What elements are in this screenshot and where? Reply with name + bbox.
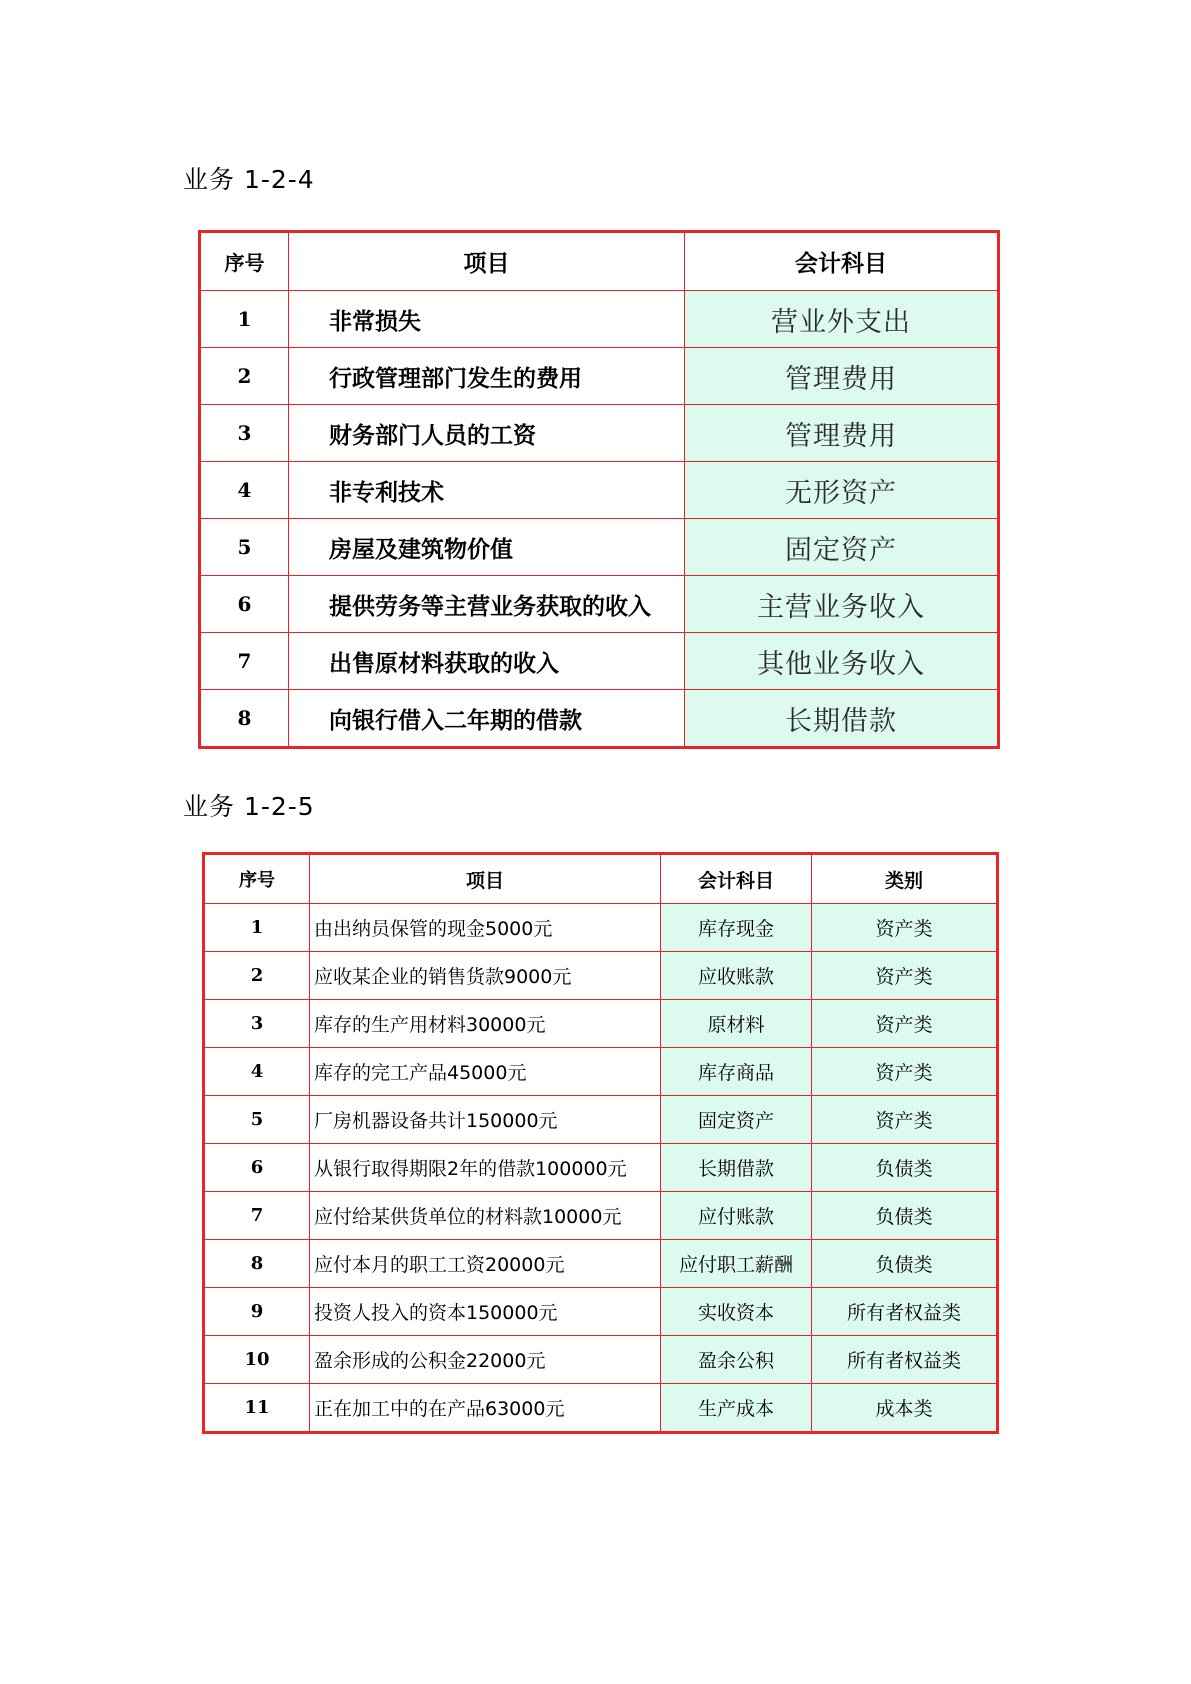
row-item: 厂房机器设备共计150000元 (310, 1096, 661, 1144)
table-row (204, 1048, 998, 1096)
table-row (204, 904, 998, 952)
table-row (204, 1240, 998, 1288)
row-no: 6 (200, 576, 289, 633)
row-category: 成本类 (812, 1384, 998, 1433)
row-subject: 营业外支出 (685, 291, 999, 348)
row-item: 向银行借入二年期的借款 (289, 690, 685, 748)
header-subject: 会计科目 (661, 854, 812, 904)
table-row (200, 348, 999, 405)
row-item: 库存的完工产品45000元 (310, 1048, 661, 1096)
row-category: 所有者权益类 (812, 1336, 998, 1384)
row-category: 负债类 (812, 1144, 998, 1192)
row-no: 4 (200, 462, 289, 519)
table-row (204, 1336, 998, 1384)
row-item: 出售原材料获取的收入 (289, 633, 685, 690)
row-subject: 生产成本 (661, 1384, 812, 1433)
row-category: 负债类 (812, 1192, 998, 1240)
table-header-row (204, 854, 998, 904)
table-row (204, 1384, 998, 1433)
row-item: 应付给某供货单位的材料款10000元 (310, 1192, 661, 1240)
row-subject: 库存商品 (661, 1048, 812, 1096)
section-heading-1-2-4: 业务 1-2-4 (183, 165, 315, 194)
row-subject: 主营业务收入 (685, 576, 999, 633)
row-no: 2 (200, 348, 289, 405)
row-no: 11 (204, 1384, 310, 1433)
row-no: 6 (204, 1144, 310, 1192)
row-subject: 盈余公积 (661, 1336, 812, 1384)
row-item: 从银行取得期限2年的借款100000元 (310, 1144, 661, 1192)
row-no: 5 (204, 1096, 310, 1144)
row-item: 财务部门人员的工资 (289, 405, 685, 462)
row-subject: 无形资产 (685, 462, 999, 519)
row-category: 所有者权益类 (812, 1288, 998, 1336)
row-no: 10 (204, 1336, 310, 1384)
row-item: 应付本月的职工工资20000元 (310, 1240, 661, 1288)
row-item: 投资人投入的资本150000元 (310, 1288, 661, 1336)
table-row (200, 633, 999, 690)
row-item: 行政管理部门发生的费用 (289, 348, 685, 405)
row-no: 9 (204, 1288, 310, 1336)
table-row (204, 952, 998, 1000)
row-subject: 长期借款 (685, 690, 999, 748)
row-item: 提供劳务等主营业务获取的收入 (289, 576, 685, 633)
row-no: 7 (204, 1192, 310, 1240)
account-table-1-2-4 (198, 230, 1000, 749)
section-heading-1-2-5: 业务 1-2-5 (183, 792, 315, 821)
row-category: 资产类 (812, 1000, 998, 1048)
header-item: 项目 (310, 854, 661, 904)
table-row (204, 1144, 998, 1192)
row-no: 7 (200, 633, 289, 690)
row-item: 房屋及建筑物价值 (289, 519, 685, 576)
row-no: 4 (204, 1048, 310, 1096)
row-item: 应收某企业的销售货款9000元 (310, 952, 661, 1000)
row-no: 3 (204, 1000, 310, 1048)
row-category: 资产类 (812, 904, 998, 952)
row-no: 1 (204, 904, 310, 952)
row-category: 资产类 (812, 1096, 998, 1144)
header-no: 序号 (204, 854, 310, 904)
row-subject: 应付账款 (661, 1192, 812, 1240)
row-category: 资产类 (812, 1048, 998, 1096)
row-item: 非专利技术 (289, 462, 685, 519)
row-subject: 应收账款 (661, 952, 812, 1000)
row-item: 正在加工中的在产品63000元 (310, 1384, 661, 1433)
row-category: 资产类 (812, 952, 998, 1000)
row-subject: 其他业务收入 (685, 633, 999, 690)
row-subject: 实收资本 (661, 1288, 812, 1336)
row-subject: 管理费用 (685, 348, 999, 405)
table-row (200, 690, 999, 748)
row-subject: 原材料 (661, 1000, 812, 1048)
table-row (200, 291, 999, 348)
header-no: 序号 (200, 232, 289, 291)
table-row (204, 1096, 998, 1144)
row-subject: 库存现金 (661, 904, 812, 952)
table-row (204, 1192, 998, 1240)
row-item: 由出纳员保管的现金5000元 (310, 904, 661, 952)
row-subject: 固定资产 (685, 519, 999, 576)
row-item: 非常损失 (289, 291, 685, 348)
row-item: 库存的生产用材料30000元 (310, 1000, 661, 1048)
header-category: 类别 (812, 854, 998, 904)
header-subject: 会计科目 (685, 232, 999, 291)
table-row (200, 462, 999, 519)
row-no: 1 (200, 291, 289, 348)
row-item: 盈余形成的公积金22000元 (310, 1336, 661, 1384)
row-subject: 应付职工薪酬 (661, 1240, 812, 1288)
row-no: 5 (200, 519, 289, 576)
table-row (200, 519, 999, 576)
row-no: 2 (204, 952, 310, 1000)
table-row (204, 1288, 998, 1336)
table-row (200, 576, 999, 633)
row-no: 8 (200, 690, 289, 748)
row-no: 8 (204, 1240, 310, 1288)
header-item: 项目 (289, 232, 685, 291)
table-header-row (200, 232, 999, 291)
table-row (204, 1000, 998, 1048)
row-category: 负债类 (812, 1240, 998, 1288)
table-row (200, 405, 999, 462)
row-subject: 固定资产 (661, 1096, 812, 1144)
account-table-1-2-5 (202, 852, 999, 1434)
row-subject: 长期借款 (661, 1144, 812, 1192)
row-no: 3 (200, 405, 289, 462)
row-subject: 管理费用 (685, 405, 999, 462)
